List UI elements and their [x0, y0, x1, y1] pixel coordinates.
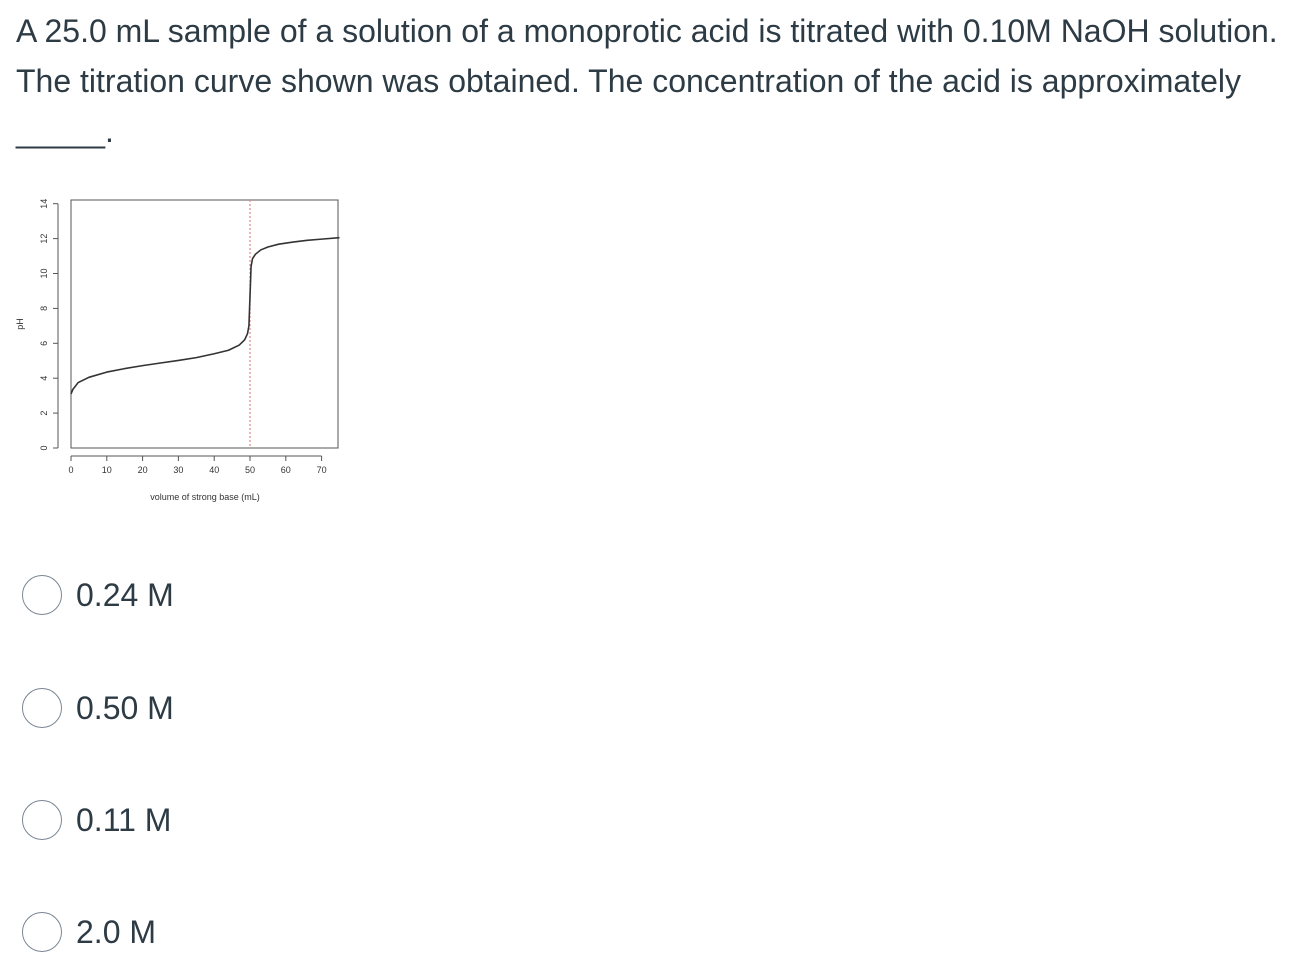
x-tick-label: 30 — [173, 465, 184, 475]
x-tick-label: 70 — [316, 465, 327, 475]
answer-label: 2.0 M — [76, 913, 157, 950]
y-tick-label: 6 — [39, 340, 49, 346]
answer-option-3[interactable] — [22, 798, 171, 842]
titration-curve — [71, 238, 340, 394]
radio-button[interactable] — [22, 912, 62, 952]
radio-button[interactable] — [22, 800, 62, 840]
titration-chart-svg — [0, 180, 360, 520]
answer-label: 0.50 M — [76, 689, 174, 726]
y-tick-label: 8 — [39, 305, 49, 311]
x-tick-label: 50 — [244, 465, 256, 475]
radio-button[interactable] — [22, 688, 62, 728]
answer-label: 0.24 M — [76, 576, 174, 613]
titration-chart — [0, 180, 360, 520]
answer-label: 0.11 M — [76, 801, 172, 838]
y-tick-label: 2 — [39, 410, 49, 416]
y-tick-label: 0 — [39, 445, 49, 451]
answer-option-1[interactable] — [22, 573, 174, 617]
answer-option-4[interactable] — [22, 910, 156, 954]
y-tick-label: 10 — [39, 268, 49, 279]
x-tick-label: 20 — [137, 465, 148, 475]
question-text: A 25.0 mL sample of a solution of a monoprotic acid is titrated with 0.10M NaOH solution. The titration curve shown was obtained. The concentration of the acid is approximately _____. — [16, 13, 1278, 149]
y-axis-title: pH — [15, 318, 25, 330]
x-axis-title: volume of strong base (mL) — [150, 492, 260, 502]
y-tick-label: 12 — [39, 233, 49, 244]
x-tick-label: 0 — [68, 465, 74, 475]
x-tick-label: 40 — [209, 465, 220, 475]
answer-option-2[interactable] — [22, 686, 174, 730]
radio-button[interactable] — [22, 575, 62, 615]
plot-frame — [71, 200, 338, 448]
y-tick-label: 4 — [39, 375, 49, 381]
x-tick-label: 60 — [280, 465, 291, 475]
y-tick-label: 14 — [39, 198, 49, 209]
x-tick-label: 10 — [101, 465, 112, 475]
